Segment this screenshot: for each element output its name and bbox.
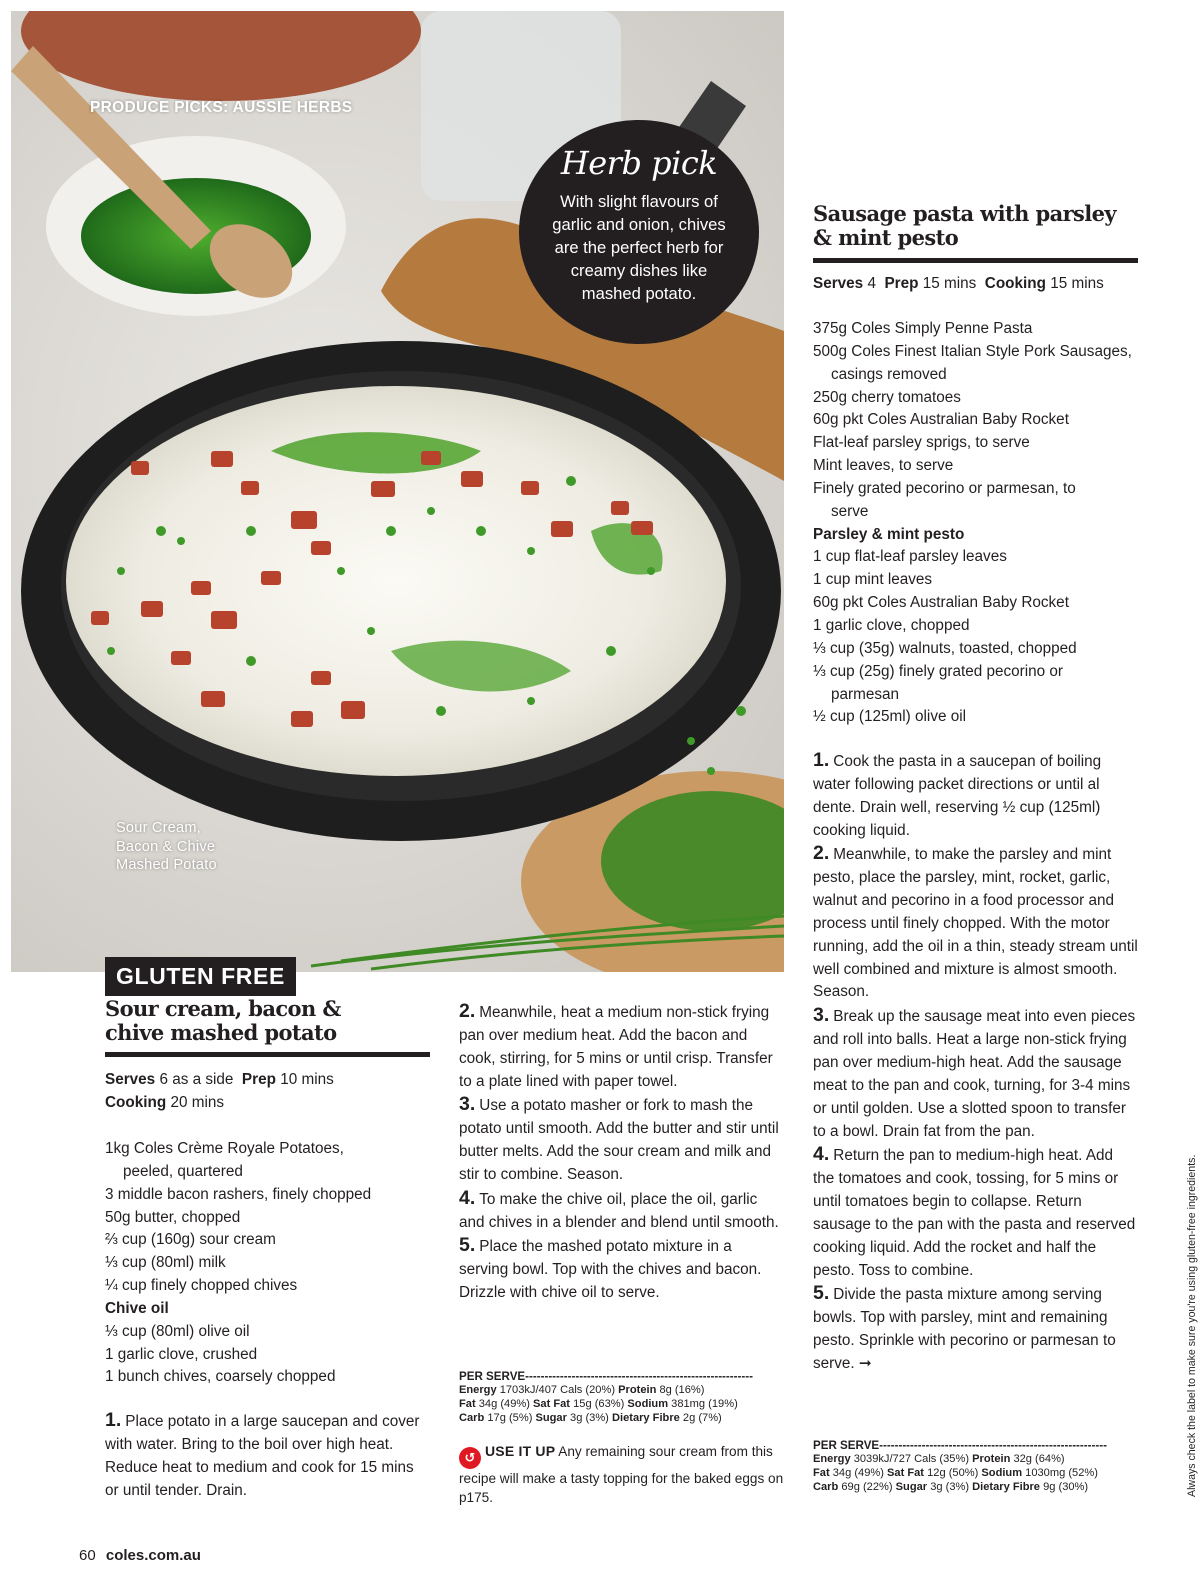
step-number: 4. xyxy=(813,1143,830,1166)
step-number: 1. xyxy=(105,1409,122,1431)
serves-value: 4 xyxy=(867,275,876,292)
use-it-up-tip xyxy=(459,1442,784,1507)
sugar-value: 3g (3%) xyxy=(570,1411,609,1424)
satfat-label: Sat Fat xyxy=(533,1397,571,1410)
ingredient: ⅓ cup (80ml) olive oil xyxy=(105,1322,250,1340)
step-text: Meanwhile, heat a medium non-stick frying pan over medium heat. Add the bacon and cook, stirring, for 5 mins or until crisp. Transfer to a plate lined with paper towel. xyxy=(459,1004,773,1090)
sodium-value: 1030mg (52%) xyxy=(1025,1466,1098,1479)
fibre-label: Dietary Fibre xyxy=(611,1411,680,1424)
section-kicker: PRODUCE PICKS: AUSSIE HERBS xyxy=(90,99,353,116)
recipe1-ingredients xyxy=(105,1138,435,1389)
ingredient: 1kg Coles Crème Royale Potatoes, peeled, quartered xyxy=(105,1140,344,1180)
ingredient: 500g Coles Finest Italian Style Pork Sausages, casings removed xyxy=(813,342,1132,383)
recipe1-nutrition xyxy=(459,1370,784,1426)
dash-rule: ----------------------------------------------------------- xyxy=(525,1370,753,1383)
ingredient: 1 garlic clove, chopped xyxy=(813,616,970,634)
gluten-free-badge: GLUTEN FREE xyxy=(105,957,296,996)
serves-label: Serves xyxy=(813,275,864,292)
recipe2-meta xyxy=(813,273,1143,296)
pot xyxy=(21,11,421,101)
chive-oil-subheading: Chive oil xyxy=(105,1299,169,1317)
recipe2-title-line: Sausage pasta with parsley xyxy=(813,201,1117,226)
side-note-text: Always check the label to make sure you're using gluten-free ingredients. xyxy=(1186,1154,1198,1497)
ingredient: ⅓ cup (25g) finely grated pecorino or parmesan xyxy=(813,662,1063,703)
gluten-free-side-note xyxy=(1186,1047,1198,1497)
fibre-label: Dietary Fibre xyxy=(972,1480,1040,1493)
fat-label: Fat xyxy=(813,1466,830,1479)
recipe2-title-rule xyxy=(813,258,1138,263)
recipe1-title-line: chive mashed potato xyxy=(105,1020,337,1045)
carb-value: 17g (5%) xyxy=(487,1411,533,1424)
use-it-up-label: USE IT UP xyxy=(485,1443,556,1459)
use-it-up-icon: ↺ xyxy=(459,1447,481,1469)
fibre-value: 9g (30%) xyxy=(1043,1480,1089,1493)
protein-value: 32g (64%) xyxy=(1013,1452,1065,1465)
hero-photo xyxy=(11,11,784,972)
protein-label: Protein xyxy=(972,1452,1011,1465)
caption-line: Mashed Potato xyxy=(116,857,217,874)
fibre-value: 2g (7%) xyxy=(682,1411,722,1424)
recipe2-ingredients xyxy=(813,318,1138,729)
ingredient: ¼ cup finely chopped chives xyxy=(105,1277,298,1295)
step-text: Return the pan to medium-high heat. Add the tomatoes and cook, tossing, for 5 mins or until tomatoes begin to collapse. Return sausage to the pan with the pasta and reserved cooking liquid. Add the rocket and half the pesto. Toss to combine. xyxy=(813,1147,1136,1279)
ingredient: 60g pkt Coles Australian Baby Rocket xyxy=(813,411,1069,429)
ingredient: Finely grated pecorino or parmesan, to serve xyxy=(813,479,1076,520)
step-text: Use a potato masher or fork to mash the potato until smooth. Add the butter and stir until butter melts. Add the sour cream and milk and stir to combine. Season. xyxy=(459,1097,779,1183)
step-number: 3. xyxy=(459,1093,476,1116)
ingredient: 60g pkt Coles Australian Baby Rocket xyxy=(813,594,1069,612)
serves-value: 6 as a side xyxy=(159,1071,234,1088)
step-text: Divide the pasta mixture among serving bowls. Top with parsley, mint and remaining pesto. Sprinkle with pecorino or parmesan to serve. ➞ xyxy=(813,1286,1116,1372)
ingredient: ⅓ cup (80ml) milk xyxy=(105,1254,226,1272)
recipe2-nutrition xyxy=(813,1439,1143,1495)
energy-value: 3039kJ/727 Cals (35%) xyxy=(853,1452,970,1465)
ingredient: ⅔ cup (160g) sour cream xyxy=(105,1231,276,1249)
energy-label: Energy xyxy=(459,1383,497,1396)
satfat-value: 15g (63%) xyxy=(573,1397,625,1410)
ingredient: Flat-leaf parsley sprigs, to serve xyxy=(813,434,1030,452)
recipe2-title xyxy=(813,202,1143,250)
cooking-label: Cooking xyxy=(105,1093,167,1111)
ingredient: 50g butter, chopped xyxy=(105,1208,241,1226)
recipe1-title-rule xyxy=(105,1052,430,1057)
ingredient: 250g cherry tomatoes xyxy=(813,388,961,406)
carb-label: Carb xyxy=(813,1480,839,1493)
recipe2-method xyxy=(813,749,1138,1376)
site-link[interactable]: coles.com.au xyxy=(105,1547,201,1564)
ingredient: 375g Coles Simply Penne Pasta xyxy=(813,320,1033,337)
sugar-label: Sugar xyxy=(895,1480,928,1493)
sodium-label: Sodium xyxy=(627,1397,669,1410)
carb-value: 69g (22%) xyxy=(841,1480,893,1493)
serves-label: Serves xyxy=(105,1071,156,1088)
cooking-value: 20 mins xyxy=(170,1093,224,1111)
satfat-label: Sat Fat xyxy=(887,1466,925,1479)
protein-label: Protein xyxy=(618,1383,657,1396)
step-text: Place the mashed potato mixture in a serving bowl. Top with the chives and bacon. Drizzle with chive oil to serve. xyxy=(459,1238,762,1302)
step-text: Meanwhile, to make the parsley and mint pesto, place the parsley, mint, rocket, garlic, walnut and pecorino in a food processor and process until finely chopped. With the motor running, add the oil in a thin, steady stream until well combined and mixture is almost smooth. Season. xyxy=(813,846,1138,1001)
per-serve-heading: PER SERVE xyxy=(459,1370,526,1383)
caption-line: Sour Cream, xyxy=(116,820,201,836)
step-number: 2. xyxy=(459,1000,476,1022)
ingredient: 3 middle bacon rashers, finely chopped xyxy=(105,1185,372,1203)
step-number: 4. xyxy=(459,1186,476,1209)
step-number: 5. xyxy=(459,1234,476,1257)
step-text: Break up the sausage meat into even pieces and roll into balls. Heat a large non-stick frying pan over medium-high heat. Add the sausage meat to the pan and cook, turning, for 3-4 mins or until golden. Use a slotted spoon to transfer to a bowl. Drain fat from the pan. xyxy=(813,1008,1136,1140)
carb-label: Carb xyxy=(459,1411,485,1424)
energy-label: Energy xyxy=(813,1452,851,1465)
step-number: 5. xyxy=(813,1282,830,1305)
herb-pick-text: With slight flavours of garlic and onion, chives are the perfect herb for creamy dishes like mashed potato. xyxy=(552,192,726,303)
sodium-label: Sodium xyxy=(981,1466,1023,1479)
ingredient: 1 cup mint leaves xyxy=(813,571,933,589)
step-number: 1. xyxy=(813,749,830,771)
ingredient: 1 garlic clove, crushed xyxy=(105,1345,258,1363)
prep-label: Prep xyxy=(884,275,919,292)
recipe2-title-line: & mint pesto xyxy=(813,225,959,250)
cooking-label: Cooking xyxy=(984,275,1046,292)
satfat-value: 12g (50%) xyxy=(927,1466,979,1479)
fat-value: 34g (49%) xyxy=(832,1466,884,1479)
step-number: 3. xyxy=(813,1004,830,1027)
prep-value: 15 mins xyxy=(922,275,977,292)
step-text: Place potato in a large saucepan and cover with water. Bring to the boil over high heat. Reduce heat to medium and cook for 15 mins or until tender. Drain. xyxy=(105,1413,420,1499)
page-number: 60 xyxy=(79,1547,96,1564)
dash-rule: ----------------------------------------------------------- xyxy=(879,1439,1107,1452)
ingredient: 1 cup flat-leaf parsley leaves xyxy=(813,548,1007,566)
recipe1-steps-2-5 xyxy=(459,1000,784,1305)
page-footer xyxy=(79,1547,201,1564)
ingredient: ⅓ cup (35g) walnuts, toasted, chopped xyxy=(813,639,1077,657)
sugar-label: Sugar xyxy=(535,1411,567,1424)
cooking-value: 15 mins xyxy=(1050,275,1104,292)
use-it-up-text: Any remaining sour cream from this recipe will make a tasty topping for the baked eggs on p175. xyxy=(459,1444,784,1506)
ingredient: ½ cup (125ml) olive oil xyxy=(813,708,967,726)
recipe1-title xyxy=(105,997,435,1045)
prep-value: 10 mins xyxy=(280,1071,334,1088)
energy-value: 1703kJ/407 Cals (20%) xyxy=(499,1383,616,1396)
step-text: Cook the pasta in a saucepan of boiling water following packet directions or until al dente. Drain well, reserving ½ cup (125ml) cooking liquid. xyxy=(813,753,1102,839)
step-number: 2. xyxy=(813,842,830,865)
photo-caption xyxy=(116,819,276,875)
per-serve-heading: PER SERVE xyxy=(813,1439,880,1452)
sodium-value: 381mg (19%) xyxy=(671,1397,738,1410)
herb-pick-title: Herb pick xyxy=(560,144,718,182)
protein-value: 8g (16%) xyxy=(659,1383,705,1396)
caption-line: Bacon & Chive xyxy=(116,838,216,855)
fat-value: 34g (49%) xyxy=(478,1397,530,1410)
recipe1-meta xyxy=(105,1069,430,1115)
ingredient: 1 bunch chives, coarsely chopped xyxy=(105,1368,336,1386)
prep-label: Prep xyxy=(241,1071,276,1088)
recipe1-step-1 xyxy=(105,1409,430,1502)
sugar-value: 3g (3%) xyxy=(930,1480,970,1493)
step-text: To make the chive oil, place the oil, garlic and chives in a blender and blend until smooth. xyxy=(459,1190,779,1231)
recipe1-title-line: Sour cream, bacon & xyxy=(105,996,341,1021)
ingredient: Mint leaves, to serve xyxy=(813,457,954,475)
pesto-subheading: Parsley & mint pesto xyxy=(813,525,965,543)
fat-label: Fat xyxy=(459,1397,476,1410)
herb-pick-badge xyxy=(519,120,759,344)
